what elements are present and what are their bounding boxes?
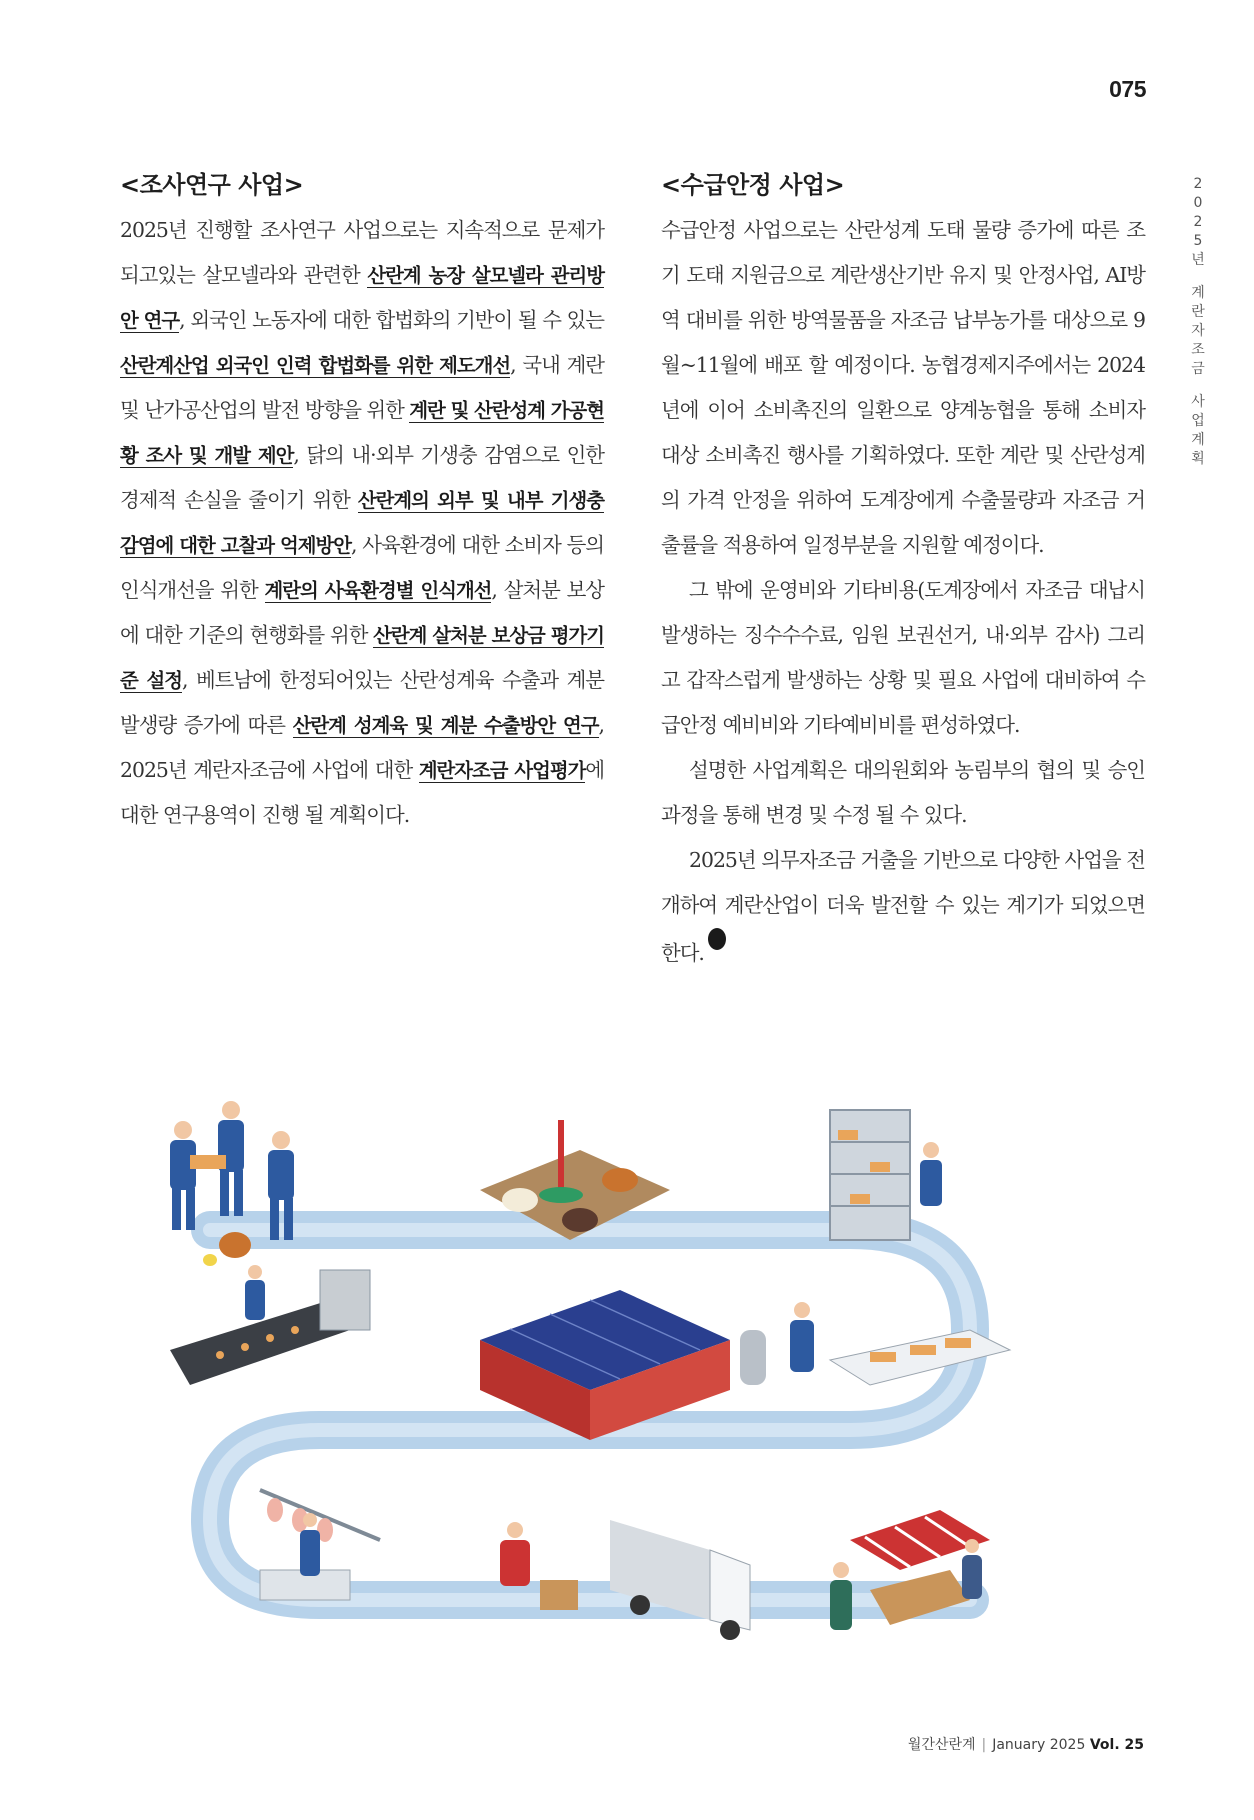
highlighted-project: 산란계 살처분 보상금 평가기준 설정 — [120, 624, 605, 692]
side-title-char: 2 — [1193, 214, 1203, 230]
left-column — [120, 170, 604, 838]
right-column — [661, 170, 1145, 976]
highlighted-project: 계란 및 산란성계 가공현황 조사 및 개발 제안 — [120, 399, 604, 467]
supply-heading: <수급안정 사업> — [661, 171, 845, 199]
body-text-segment: , 살처분 보상에 대한 기준의 현행화를 위한 — [120, 578, 604, 647]
side-title-char: 자 — [1191, 323, 1205, 339]
research-heading: <조사연구 사업> — [120, 171, 304, 199]
highlighted-project: 계란의 사육환경별 인식개선 — [264, 579, 492, 602]
side-title-char: 사 — [1191, 394, 1205, 410]
highlighted-project: 계란자조금 사업평가 — [418, 759, 586, 782]
side-title-char: 금 — [1191, 361, 1205, 377]
body-text-segment: , 베트남에 한정되어있는 산란성계육 수출과 계분발생량 증가에 따른 — [120, 668, 604, 737]
body-text-segment: , 2025년 계란자조금에 사업에 대한 — [120, 713, 604, 782]
issue-date: January 2025 — [992, 1737, 1086, 1753]
body-text-segment: , 외국인 노동자에 대한 합법화의 기반이 될 수 있는 — [179, 308, 605, 332]
side-title — [1186, 175, 1210, 469]
side-title-char: 획 — [1191, 451, 1205, 467]
volume-number: Vol. 25 — [1089, 1737, 1144, 1753]
highlighted-project: 산란계산업 외국인 인력 합법화를 위한 제도개선 — [120, 354, 511, 377]
body-text-segment: , 닭의 내·외부 기생충 감염으로 인한 경제적 손실을 줄이기 위한 — [120, 443, 605, 512]
supply-paragraph: 그 밖에 운영비와 기타비용(도계장에서 자조금 대납시 발생하는 징수수수료, 임원 보권선거, 내·외부 감사) 그리고 갑작스럽게 발생하는 상황 및 필요 사업에 대비하여 수급안정 예비비와 기타예비비를 편성하였다. — [661, 578, 1145, 737]
footer: 월간산란계 | January 2025 Vol. 25 — [907, 1737, 1144, 1753]
side-title-char: 2 — [1193, 176, 1203, 192]
magazine-name: 월간산란계 — [907, 1737, 976, 1753]
supply-paragraph — [661, 838, 1145, 976]
egg-grading-machine-icon — [170, 1265, 370, 1385]
research-body — [120, 208, 604, 838]
side-title-char: 5 — [1193, 233, 1203, 249]
egg-rack-icon — [830, 1110, 942, 1240]
supply-paragraph: 설명한 사업계획은 대의원회와 농림부의 협의 및 승인 과정을 통해 변경 및 수정 될 수 있다. — [661, 758, 1145, 827]
supply-chain-illustration — [150, 1100, 1070, 1670]
highlighted-project: 산란계 성계육 및 계분 수출방안 연구 — [292, 714, 599, 737]
side-title-char: 년 — [1191, 252, 1205, 268]
body-text-segment: , 국내 계란 및 난가공산업의 발전 방향을 위한 — [120, 353, 604, 422]
end-mark-icon: 양계 — [708, 928, 726, 950]
side-title-char: 계 — [1191, 285, 1205, 301]
highlighted-project: 산란계의 외부 및 내부 기생충 감염에 대한 고찰과 억제방안 — [120, 489, 604, 557]
delivery-truck-icon — [500, 1520, 750, 1640]
closing-sentence: 2025년 의무자조금 거출을 기반으로 다양한 사업을 전개하여 계란산업이 더욱 발전할 수 있는 계기가 되었으면 한다. — [661, 848, 1145, 965]
side-title-char: 란 — [1191, 304, 1205, 320]
side-title-char: 0 — [1193, 195, 1203, 211]
page-number: 075 — [1109, 76, 1146, 102]
body-text-segment: 2025년 진행할 조사연구 사업으로는 지속적으로 문제가 되고있는 살모넬라와 관련한 — [120, 218, 604, 287]
highlighted-project: 산란계 농장 살모넬라 관리방안 연구 — [120, 264, 604, 332]
supply-paragraph: 수급안정 사업으로는 산란성계 도태 물량 증가에 따른 조기 도태 지원금으로 계란생산기반 유지 및 안정사업, AI방역 대비를 위한 방역물품을 자조금 납부농가를 대상으로 9월~11월에 배포 할 예정이다. 농협경제지주에서는 2024년에 이어 소비촉진의 일환으로 양계농협을 통해 소비자 대상 소비촉진 행사를 기획하였다. 또한 계란 및 산란성계의 가격 안정을 위하여 도계장에게 수출물량과 자조금 거출률을 적용하여 일정부분을 지원할 예정이다. — [661, 218, 1145, 557]
supply-body — [661, 208, 1145, 976]
body-text-segment: , 사육환경에 대한 소비자 등의 인식개선을 위한 — [120, 533, 604, 602]
body-text-segment: 에 대한 연구용역이 진행 될 계획이다. — [120, 758, 605, 827]
side-title-char: 조 — [1191, 342, 1205, 358]
side-title-char: 계 — [1191, 432, 1205, 448]
side-title-char: 업 — [1191, 413, 1205, 429]
